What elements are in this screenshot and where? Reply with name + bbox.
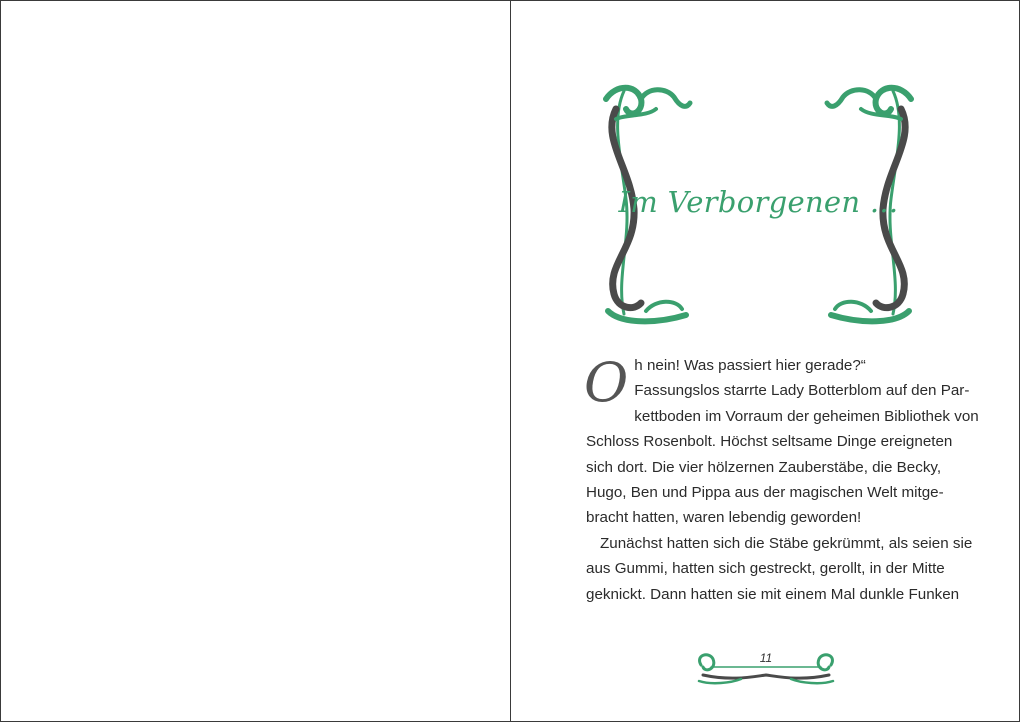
right-page <box>510 0 1020 722</box>
text-line: h nein! Was passiert hier gerade?“ <box>634 357 866 374</box>
text-line: Fassungslos starrte Lady Botterblom auf den Par- <box>634 382 970 400</box>
text-line: kettboden im Vorraum der geheimen Bibliothek von <box>634 407 979 425</box>
text-line: Schloss Rosenbolt. Höchst seltsame Dinge ereigneten <box>586 433 953 451</box>
text-line: geknickt. Dann hatten sie mit einem Mal dunkle Funken <box>586 585 960 603</box>
drop-cap: O <box>584 351 629 414</box>
chapter-title: Im Verborgenen ... <box>618 185 899 219</box>
text-line: aus Gummi, hatten sich gestreckt, gerollt, in der Mitte <box>586 560 945 578</box>
text-line: Hugo, Ben und Pippa aus der magischen Welt mitge- <box>586 483 944 501</box>
page-number: 11 <box>759 651 773 665</box>
left-page-blank <box>0 0 511 722</box>
text-line: bracht hatten, waren lebendig geworden! <box>586 509 862 527</box>
text-line: sich dort. Die vier hölzernen Zauberstäbe, die Becky, <box>586 458 942 476</box>
chapter-body-text <box>584 351 979 607</box>
text-line: Zunächst hatten sich die Stäbe gekrümmt, als seien sie <box>600 534 973 552</box>
